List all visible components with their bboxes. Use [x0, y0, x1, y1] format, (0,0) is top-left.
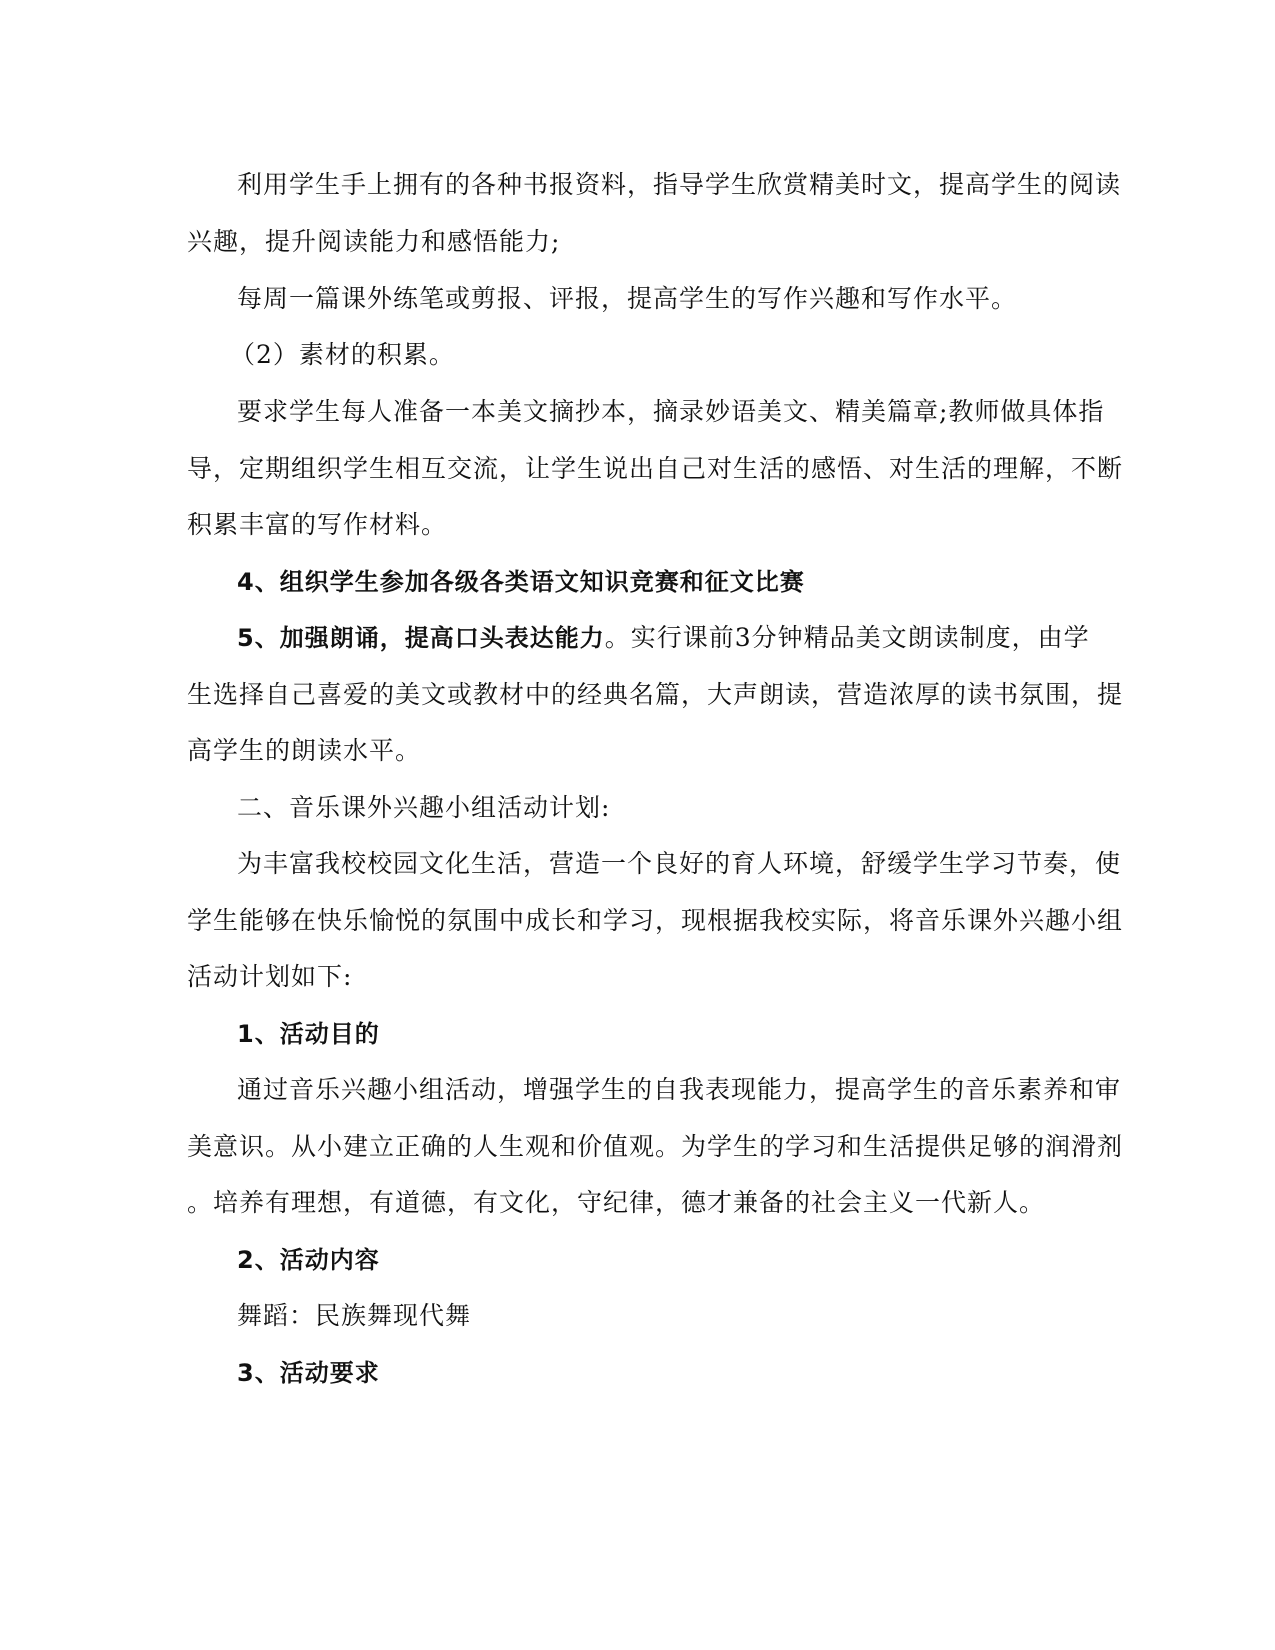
paragraph-writing-practice: 每周一篇课外练笔或剪报、评报，提高学生的写作兴趣和写作水平。 — [237, 284, 1018, 313]
paragraph-reading-line-2: 兴趣，提升阅读能力和感悟能力; — [187, 227, 561, 256]
paragraph-music-intro-line-3: 活动计划如下: — [187, 962, 353, 991]
paragraph-excerpt-line-3: 积累丰富的写作材料。 — [187, 510, 448, 539]
paragraph-recitation-line-1 — [237, 622, 1137, 654]
paragraph-music-intro-line-2: 学生能够在快乐愉悦的氛围中成长和学习，现根据我校实际，将音乐课外兴趣小组 — [187, 906, 1124, 935]
paragraph-excerpt-line-1: 要求学生每人准备一本美文摘抄本，摘录妙语美文、精美篇章;教师做具体指 — [237, 397, 1105, 426]
heading-recitation: 5、加强朗诵，提高口头表达能力 — [237, 624, 605, 652]
heading-activity-requirements: 3、活动要求 — [237, 1359, 380, 1387]
subheading-material-accumulation: （2）素材的积累。 — [230, 340, 455, 369]
paragraph-music-intro-line-1: 为丰富我校校园文化生活，营造一个良好的育人环境，舒缓学生学习节奏，使 — [237, 849, 1122, 878]
section-heading-music: 二、音乐课外兴趣小组活动计划: — [237, 793, 611, 822]
paragraph-recitation-line-3: 高学生的朗读水平。 — [187, 736, 422, 765]
paragraph-excerpt-line-2: 导，定期组织学生相互交流，让学生说出自己对生活的感悟、对生活的理解，不断 — [187, 454, 1124, 483]
paragraph-recitation-line-2: 生选择自己喜爱的美文或教材中的经典名篇，大声朗读，营造浓厚的读书氛围，提 — [187, 680, 1124, 709]
heading-activity-purpose: 1、活动目的 — [237, 1020, 380, 1048]
recitation-text: 。实行课前3分钟精品美文朗读制度，由学 — [604, 623, 1090, 652]
paragraph-purpose-line-2: 美意识。从小建立正确的人生观和价值观。为学生的学习和生活提供足够的润滑剂 — [187, 1132, 1124, 1161]
paragraph-purpose-line-1: 通过音乐兴趣小组活动，增强学生的自我表现能力，提高学生的音乐素养和审 — [237, 1075, 1122, 1104]
heading-activity-content: 2、活动内容 — [237, 1246, 380, 1274]
paragraph-dance: 舞蹈：民族舞现代舞 — [237, 1301, 472, 1330]
heading-competition: 4、组织学生参加各级各类语文知识竞赛和征文比赛 — [237, 568, 805, 596]
paragraph-purpose-line-3: 。培养有理想，有道德，有文化，守纪律，德才兼备的社会主义一代新人。 — [187, 1188, 1046, 1217]
paragraph-reading-line-1: 利用学生手上拥有的各种书报资料，指导学生欣赏精美时文，提高学生的阅读 — [237, 170, 1122, 199]
